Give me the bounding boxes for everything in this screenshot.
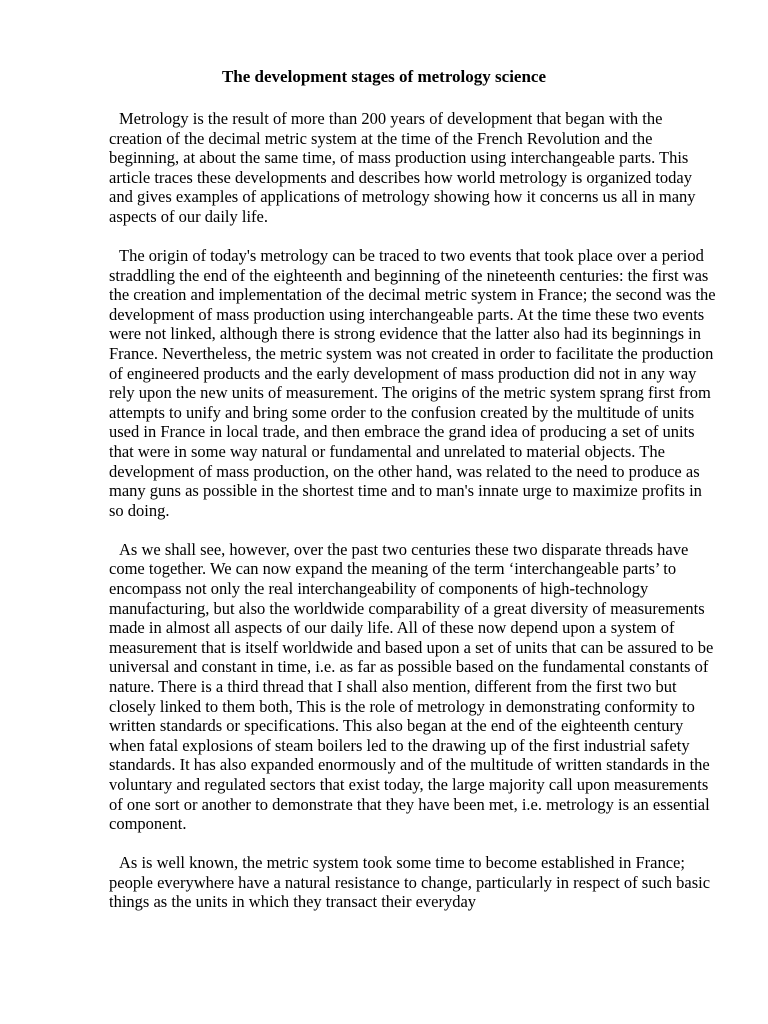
- document-body: [109, 109, 719, 932]
- document-title: The development stages of metrology science: [221, 67, 547, 86]
- paragraph-origin: The origin of today's metrology can be traced to two events that took place over a period straddling the end of the eighteenth and beginning of the nineteenth centuries: the first was the creation and implementation of the decimal metric system in France; the second was the development of mass production using interchangeable parts. At the time these two events were not linked, although there is strong evidence that the latter also had its beginnings in France. Nevertheless, the metric system was not created in order to facilitate the production of engineered products and the early development of mass production did not in any way rely upon the new units of measurement. The origins of the metric system sprang first from attempts to unify and bring some order to the confusion created by the multitude of units used in France in local trade, and then embrace the grand idea of producing a set of units that were in some way natural or fundamental and unrelated to material objects. The development of mass production, on the other hand, was related to the need to produce as many guns as possible in the shortest time and to man's innate urge to maximize profits in so doing.: [109, 246, 716, 520]
- paragraph-threads: As we shall see, however, over the past two centuries these two disparate threads have come together. We can now expand the meaning of the term ‘interchangeable parts’ to encompass not only the real interchangeability of components of high-technology manufacturing, but also the worldwide comparability of a great diversity of measurements made in almost all aspects of our daily life. All of these now depend upon a system of measurement that is itself worldwide and based upon a set of units that can be assured to be universal and constant in time, i.e. as far as possible based on the fundamental constants of nature. There is a third thread that I shall also mention, different from the first two but closely linked to them both, This is the role of metrology in demonstrating conformity to written standards or specifications. This also began at the end of the eighteenth century when fatal explosions of steam boilers led to the drawing up of the first industrial safety standards. It has also expanded enormously and of the multitude of written standards in the voluntary and regulated sectors that exist today, the large majority call upon measurements of one sort or another to demonstrate that they have been met, i.e. metrology is an essential component.: [109, 539, 714, 834]
- paragraph-intro: Metrology is the result of more than 200 years of development that began with the creation of the decimal metric system at the time of the French Revolution and the beginning, at about the same time, of mass production using interchangeable parts. This article traces these developments and describes how world metrology is organized today and gives examples of applications of metrology showing how it concerns us all in many aspects of our daily life.: [109, 109, 696, 226]
- paragraph-adoption: As is well known, the metric system took some time to become established in France; people everywhere have a natural resistance to change, particularly in respect of such basic things as the units in which they transact their everyday: [109, 853, 711, 912]
